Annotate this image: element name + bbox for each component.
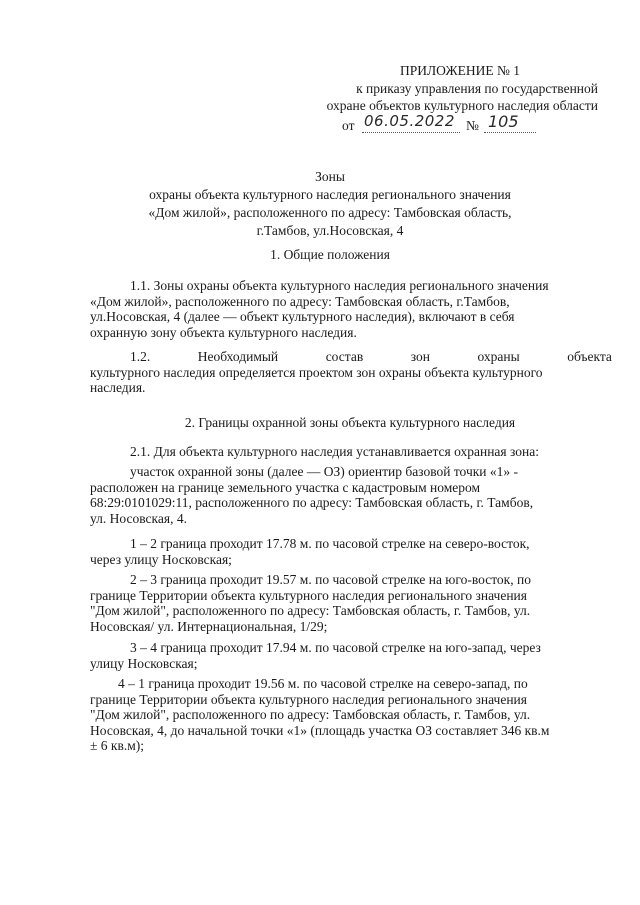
handwritten-number: 105 bbox=[488, 111, 519, 131]
paragraph-line: 2 – 3 граница проходит 19.57 м. по часовой стрелке на юго-восток, по bbox=[130, 572, 531, 587]
reference-prefix: от bbox=[342, 117, 355, 133]
paragraph-line: 4 – 1 граница проходит 19.56 м. по часовой стрелке на северо-запад, по bbox=[118, 676, 528, 691]
date-underline bbox=[362, 132, 460, 133]
paragraph-word: охраны bbox=[477, 349, 520, 364]
appendix-order-line-1: к приказу управления по государственной bbox=[356, 80, 598, 96]
paragraph-2-1 bbox=[90, 444, 612, 460]
paragraph-line: границе Территории объекта культурного наследия регионального значения bbox=[90, 691, 527, 707]
section-2-heading: 2. Границы охранной зоны объекта культурного наследия bbox=[184, 415, 516, 430]
number-sign: № bbox=[466, 117, 479, 133]
appendix-order-line-2: охране объектов культурного наследия области bbox=[326, 98, 598, 113]
paragraph-line: Носовская/ ул. Интернациональная, 1/29; bbox=[90, 618, 328, 634]
paragraph-line: 3 – 4 граница проходит 17.94 м. по часовой стрелке на юго-запад, через bbox=[130, 640, 541, 655]
paragraph-line: участок охранной зоны (далее — ОЗ) ориентир базовой точки «1» - bbox=[130, 464, 519, 479]
boundary-1-2 bbox=[90, 536, 612, 567]
paragraph-line: "Дом жилой", расположенного по адресу: Тамбовская область, г. Тамбов, ул. bbox=[90, 707, 531, 723]
paragraph-line: 68:29:0101029:11, расположенного по адресу: Тамбовская область, г. Тамбов, bbox=[90, 495, 534, 511]
paragraph-line: ± 6 кв.м); bbox=[90, 738, 145, 754]
paragraph-line: наследия. bbox=[90, 380, 146, 396]
paragraph-line: 1 – 2 граница проходит 17.78 м. по часовой стрелке на северо-восток, bbox=[130, 536, 530, 551]
paragraph-word: состав bbox=[325, 349, 364, 364]
paragraph-1-1 bbox=[90, 278, 612, 340]
paragraph-word: 1.2. bbox=[130, 349, 151, 364]
paragraph-word: объекта bbox=[567, 349, 612, 364]
boundary-2-3 bbox=[90, 572, 612, 634]
boundary-3-4 bbox=[90, 640, 612, 671]
title-line-4: г.Тамбов, ул.Носовская, 4 bbox=[256, 223, 404, 238]
paragraph-line: границе Территории объекта культурного наследия регионального значения bbox=[90, 587, 527, 603]
paragraph-word: зон bbox=[410, 349, 430, 364]
paragraph-first-line bbox=[90, 349, 612, 365]
section-1-heading: 1. Общие положения bbox=[270, 247, 390, 262]
paragraph-line: ул. Носовская, 4. bbox=[90, 510, 187, 526]
paragraph-line: расположен на границе земельного участка с кадастровым номером bbox=[90, 479, 481, 495]
paragraph-line: ул.Носовская, 4 (далее — объект культурного наследия), включают в себя bbox=[90, 309, 515, 325]
paragraph-line: улицу Носковская; bbox=[90, 655, 198, 671]
appendix-reference bbox=[278, 111, 598, 137]
appendix-header bbox=[278, 62, 598, 137]
paragraph-line: «Дом жилой», расположенного по адресу: Тамбовская область, г.Тамбов, bbox=[90, 293, 510, 309]
paragraph-line: охранную зону объекта культурного наследия. bbox=[90, 324, 357, 340]
paragraph-line: 2.1. Для объекта культурного наследия устанавливается охранная зона: bbox=[130, 444, 539, 459]
title-line-3: «Дом жилой», расположенного по адресу: Тамбовская область, bbox=[148, 205, 512, 220]
paragraph-line: через улицу Носковская; bbox=[90, 551, 232, 567]
paragraph-line: 1.1. Зоны охраны объекта культурного наследия регионального значения bbox=[130, 278, 549, 293]
paragraph-line: Носовская, 4, до начальной точки «1» (площадь участка ОЗ составляет 346 кв.м bbox=[90, 722, 550, 738]
appendix-title: ПРИЛОЖЕНИЕ № 1 bbox=[399, 63, 520, 78]
title-line-2: охраны объекта культурного наследия регионального значения bbox=[149, 187, 511, 202]
handwritten-date: 06.05.2022 bbox=[364, 111, 455, 130]
paragraph-line: культурного наследия определяется проектом зон охраны объекта культурного bbox=[90, 364, 543, 380]
document-title bbox=[80, 168, 580, 240]
paragraph-word: Необходимый bbox=[197, 349, 279, 364]
paragraph-base-point bbox=[90, 464, 612, 526]
boundary-4-1 bbox=[90, 676, 612, 754]
title-line-1: Зоны bbox=[315, 169, 345, 184]
paragraph-1-2 bbox=[90, 349, 612, 396]
paragraph-line: "Дом жилой", расположенного по адресу: Тамбовская область, г. Тамбов, ул. bbox=[90, 603, 531, 619]
number-underline bbox=[484, 132, 536, 133]
